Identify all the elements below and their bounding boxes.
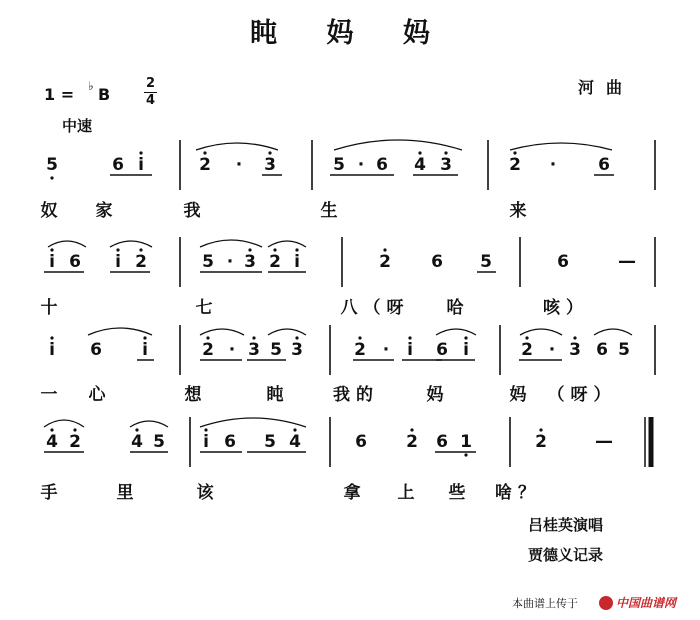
note: 6 [69,252,81,272]
octave-dot-high [295,248,298,251]
lyric: （呀） [547,385,617,405]
note: 5 [333,155,345,175]
note: 3 [264,155,276,175]
lyric: 些 [448,483,472,503]
octave-dot-high [139,151,142,154]
octave-dot-high [293,428,296,431]
lyric: 上 [397,483,421,503]
recorder-credit: 贾德义记录 [528,546,604,564]
key-prefix: 1 = [44,85,75,104]
slur [200,240,262,247]
note: 3 [244,252,256,272]
note: 6 [598,155,610,175]
note: · [228,340,236,360]
note: 2 [135,252,147,272]
lyric: 来 [509,201,533,221]
note: 3 [291,340,303,360]
octave-dot-high [252,336,255,339]
note: 6 [596,340,608,360]
octave-dot-high [50,336,53,339]
octave-dot-high [358,336,361,339]
octave-dot-high [513,151,516,154]
note: 3 [248,340,260,360]
lyric: 妈 [509,385,533,405]
note: 2 [521,340,533,360]
note: 3 [569,340,581,360]
note: · [548,340,556,360]
note: 5 [270,340,282,360]
slur [594,329,632,335]
octave-dot-low [464,453,467,456]
slur [44,420,84,427]
lyric: 里 [116,483,140,503]
octave-dot-high [383,248,386,251]
slur [200,418,306,427]
slur [510,143,612,150]
note: 2 [379,252,391,272]
flat-sign: ♭ [88,79,94,93]
lyric: 该 [196,483,220,503]
octave-dot-high [418,151,421,154]
octave-dot-high [408,336,411,339]
octave-dot-high [444,151,447,154]
time-signature-top: 2 [146,76,156,91]
note: — [618,251,636,272]
lyric: 奴 [40,201,64,221]
note: 2 [509,155,521,175]
note: 2 [406,432,418,452]
note: 2 [202,340,214,360]
note: 4 [131,432,143,452]
slur [334,140,462,150]
octave-dot-high [143,336,146,339]
site-brand[interactable]: 中国曲谱网 [616,596,677,610]
octave-dot-low [50,176,53,179]
note: 2 [535,432,547,452]
note: i [463,340,469,360]
note: 2 [69,432,81,452]
note: 5 [202,252,214,272]
lyric: 手 [40,483,64,503]
slur [48,241,86,247]
octave-dot-high [539,428,542,431]
octave-dot-high [50,428,53,431]
note: i [49,252,55,272]
note: 2 [269,252,281,272]
octave-dot-high [573,336,576,339]
lyric: 盹 [266,385,290,405]
octave-dot-high [525,336,528,339]
lyric: 一 [40,385,64,405]
lyric: 啥？ [495,483,541,503]
slur [88,328,152,335]
note: 6 [376,155,388,175]
note: 5 [153,432,165,452]
lyric: 拿 [343,483,367,503]
note: i [138,155,144,175]
tempo-marking: 中速 [62,117,93,135]
octave-dot-high [135,428,138,431]
lyric: 八（呀 [340,298,410,318]
note: · [226,252,234,272]
note: i [294,252,300,272]
slur [268,329,306,335]
lyric: 我的 [333,385,379,405]
time-signature-bottom: 4 [146,93,156,108]
slur [130,421,168,427]
octave-dot-high [139,248,142,251]
note: 4 [414,155,426,175]
slur [520,329,562,335]
footer-text: 本曲谱上传于 [512,597,578,610]
lyric: 妈 [426,385,450,405]
song-title: 盹 妈 妈 [250,18,450,49]
octave-dot-high [464,336,467,339]
octave-dot-high [248,248,251,251]
note: i [203,432,209,452]
octave-dot-high [295,336,298,339]
slur [268,241,306,247]
lyric: 想 [184,385,208,405]
note: i [115,252,121,272]
note: 5 [46,155,58,175]
octave-dot-high [73,428,76,431]
note: · [357,155,365,175]
note: 6 [436,340,448,360]
slur [200,329,244,335]
note: 6 [436,432,448,452]
site-logo-icon [599,596,613,610]
note: 5 [264,432,276,452]
note: 6 [431,252,443,272]
note: i [142,340,148,360]
lyric: 十 [40,298,64,318]
singer-credit: 吕桂英演唱 [528,516,604,534]
octave-dot-high [204,428,207,431]
note: · [382,340,390,360]
note: 1 [460,432,472,452]
note: 2 [354,340,366,360]
note: 2 [199,155,211,175]
genre-label: 河曲 [578,78,635,97]
note: 6 [90,340,102,360]
note: 6 [355,432,367,452]
note: 6 [112,155,124,175]
lyric: 生 [320,201,344,221]
note: 5 [480,252,492,272]
slur [110,241,152,247]
note: 6 [224,432,236,452]
lyric: 家 [95,201,119,221]
octave-dot-high [203,151,206,154]
octave-dot-high [116,248,119,251]
octave-dot-high [50,248,53,251]
lyric: 咳） [543,298,589,318]
note: i [49,340,55,360]
slur [436,329,476,335]
lyric: 我 [183,201,207,221]
note: · [549,155,557,175]
note: · [235,155,243,175]
octave-dot-high [206,336,209,339]
lyric: 心 [88,385,112,405]
note: 4 [289,432,301,452]
note: 4 [46,432,58,452]
note: 6 [557,252,569,272]
note: — [595,431,613,452]
note: 5 [618,340,630,360]
lyric: 哈 [446,298,470,318]
note: i [407,340,413,360]
lyric: 七 [195,298,219,318]
octave-dot-high [273,248,276,251]
key-note: B [98,85,111,104]
octave-dot-high [268,151,271,154]
note: 3 [440,155,452,175]
slur [196,143,278,150]
octave-dot-high [410,428,413,431]
